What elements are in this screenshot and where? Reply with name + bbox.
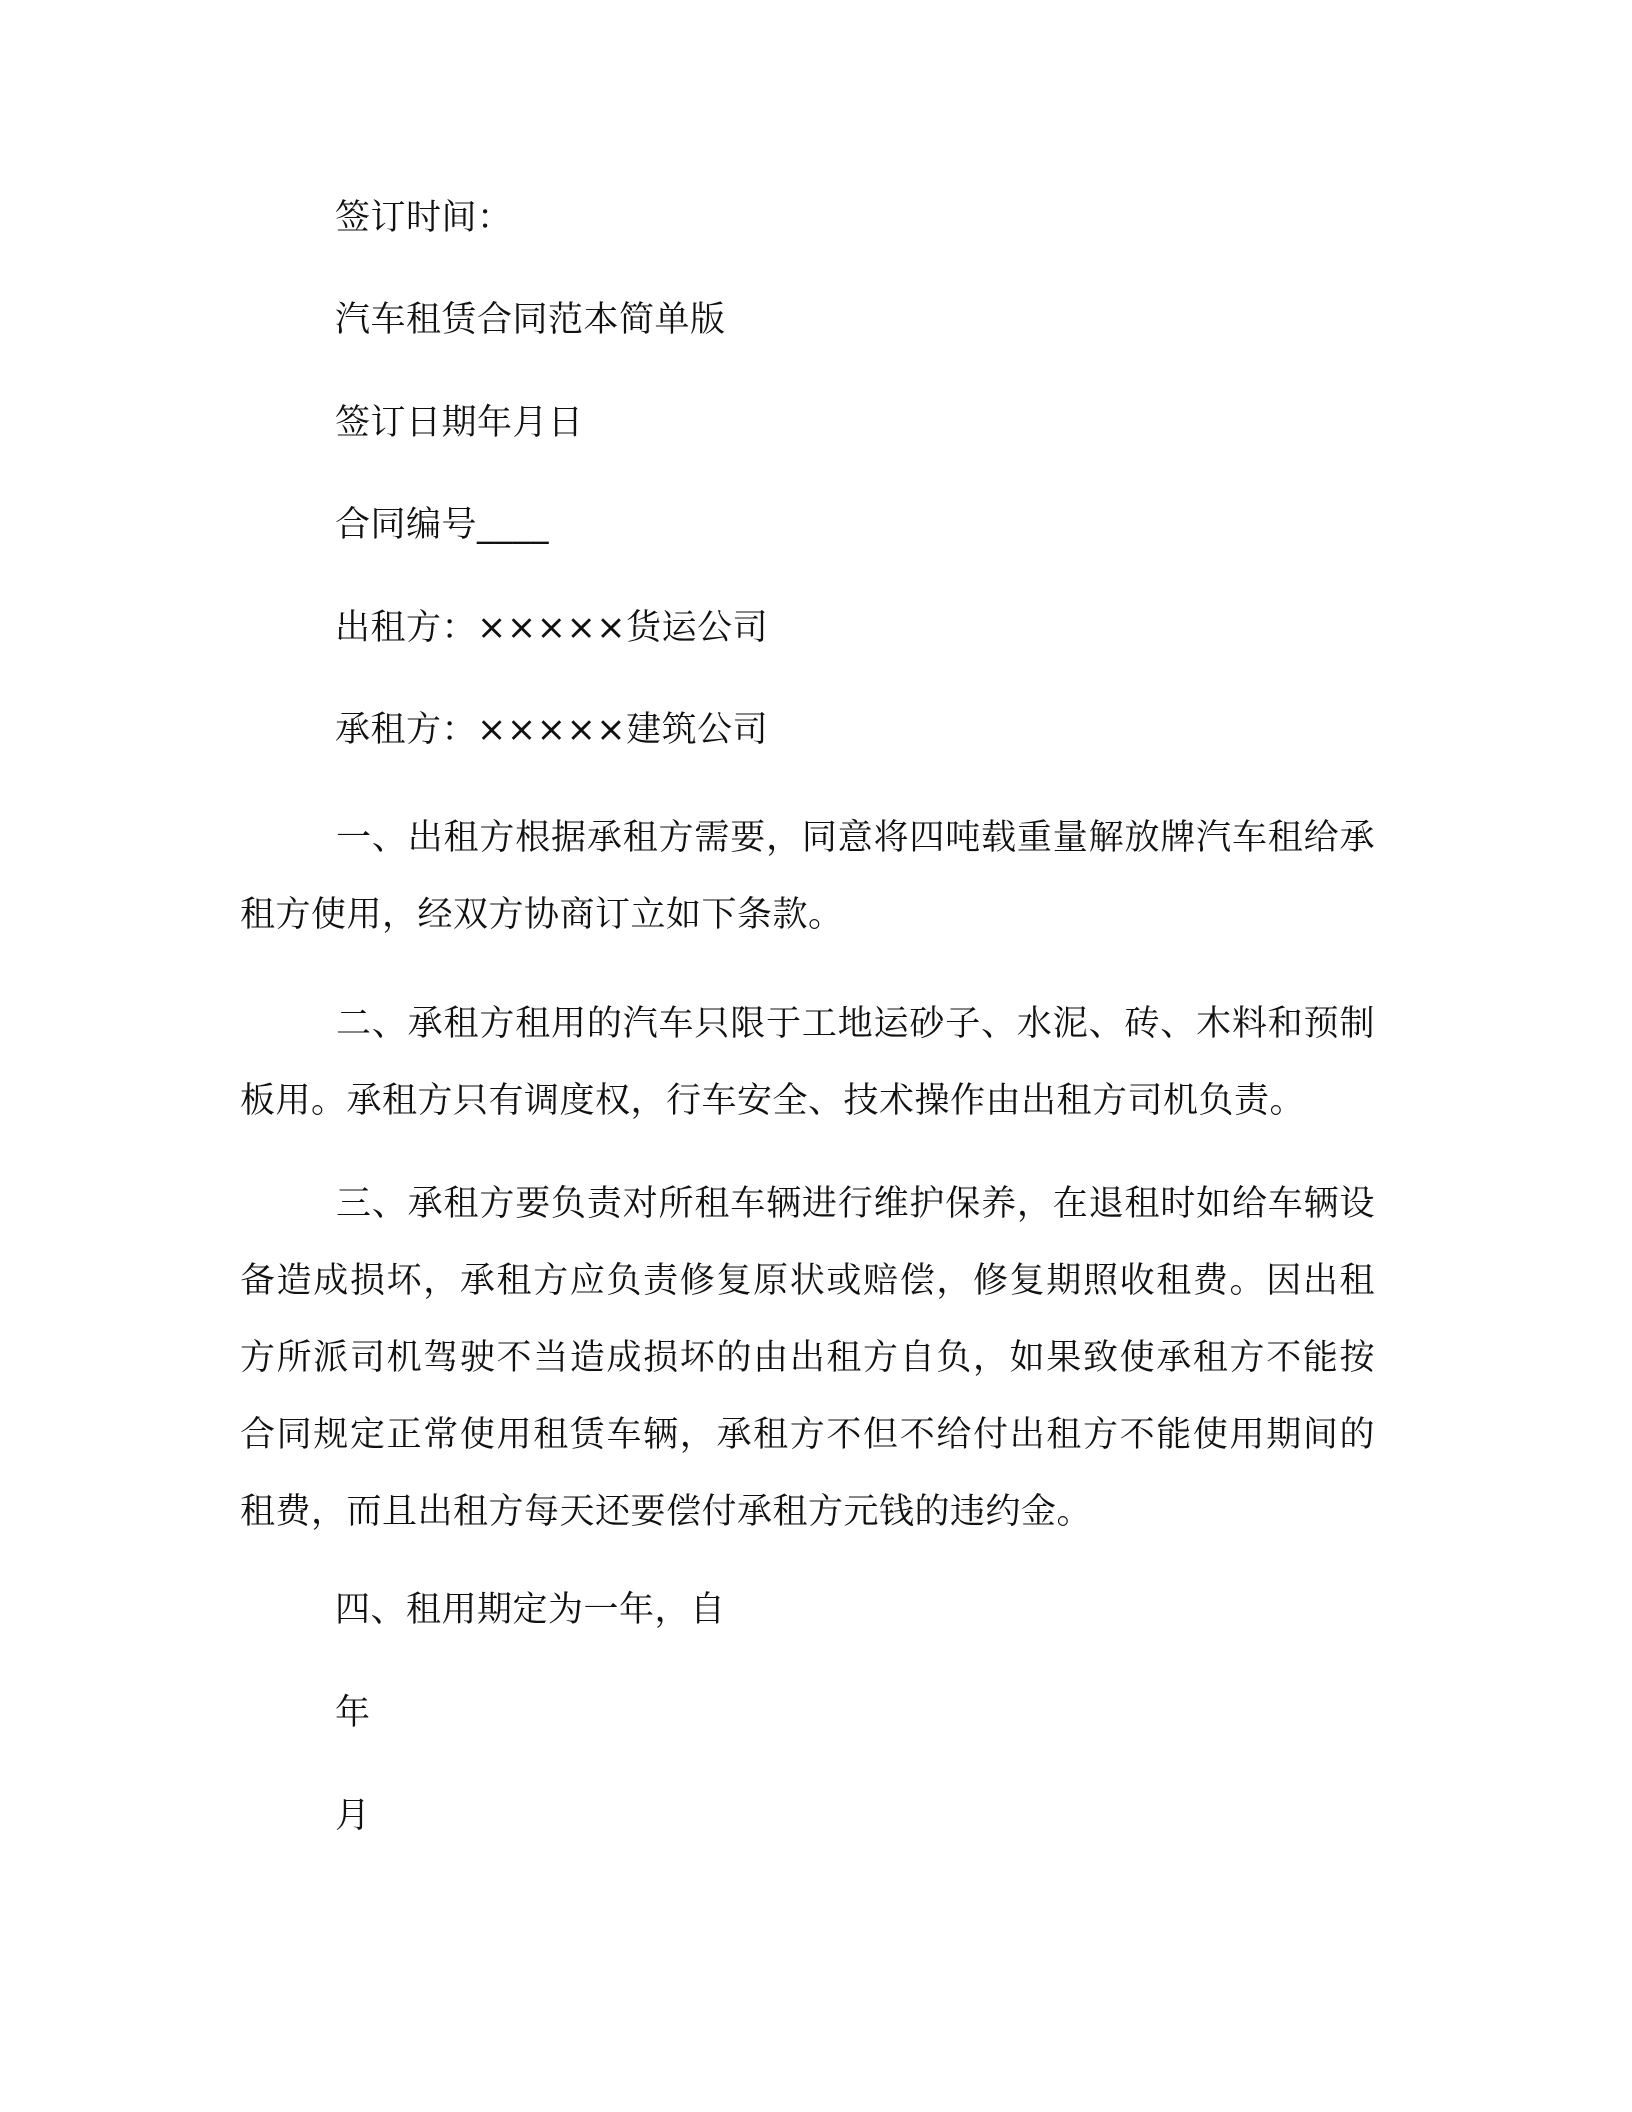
lessee-line: 承租方：×××××建筑公司 bbox=[335, 710, 769, 750]
lessor-line: 出租方：×××××货运公司 bbox=[335, 608, 769, 648]
clause-2: 二、承租方租用的汽车只限于工地运砂子、水泥、砖、木料和预制板用。承租方只有调度权，行车安全、技术操作由出租方司机负责。 bbox=[240, 1004, 1375, 1121]
document-title: 汽车租赁合同范本简单版 bbox=[335, 300, 726, 340]
clause-4-year: 年 bbox=[335, 1693, 371, 1733]
clause-1: 一、出租方根据承租方需要，同意将四吨载重量解放牌汽车租给承租方使用，经双方协商订立如下条款。 bbox=[240, 818, 1375, 935]
clause-4: 四、租用期定为一年，自 bbox=[335, 1590, 726, 1630]
sign-time-label: 签订时间： bbox=[335, 198, 513, 238]
clause-3: 三、承租方要负责对所租车辆进行维护保养，在退租时如给车辆设备造成损坏，承租方应负责修复原状或赔偿，修复期照收租费。因出租方所派司机驾驶不当造成损坏的由出租方自负，如果致使承租方不能按合同规定正常使用租赁车辆，承租方不但不给付出租方不能使用期间的租费，而且出租方每天还要偿付承租方元钱的违约金。 bbox=[240, 1184, 1375, 1532]
contract-number-line: 合同编号____ bbox=[335, 505, 550, 545]
sign-date-line: 签订日期年月日 bbox=[335, 403, 584, 443]
clause-4-month: 月 bbox=[335, 1796, 371, 1836]
